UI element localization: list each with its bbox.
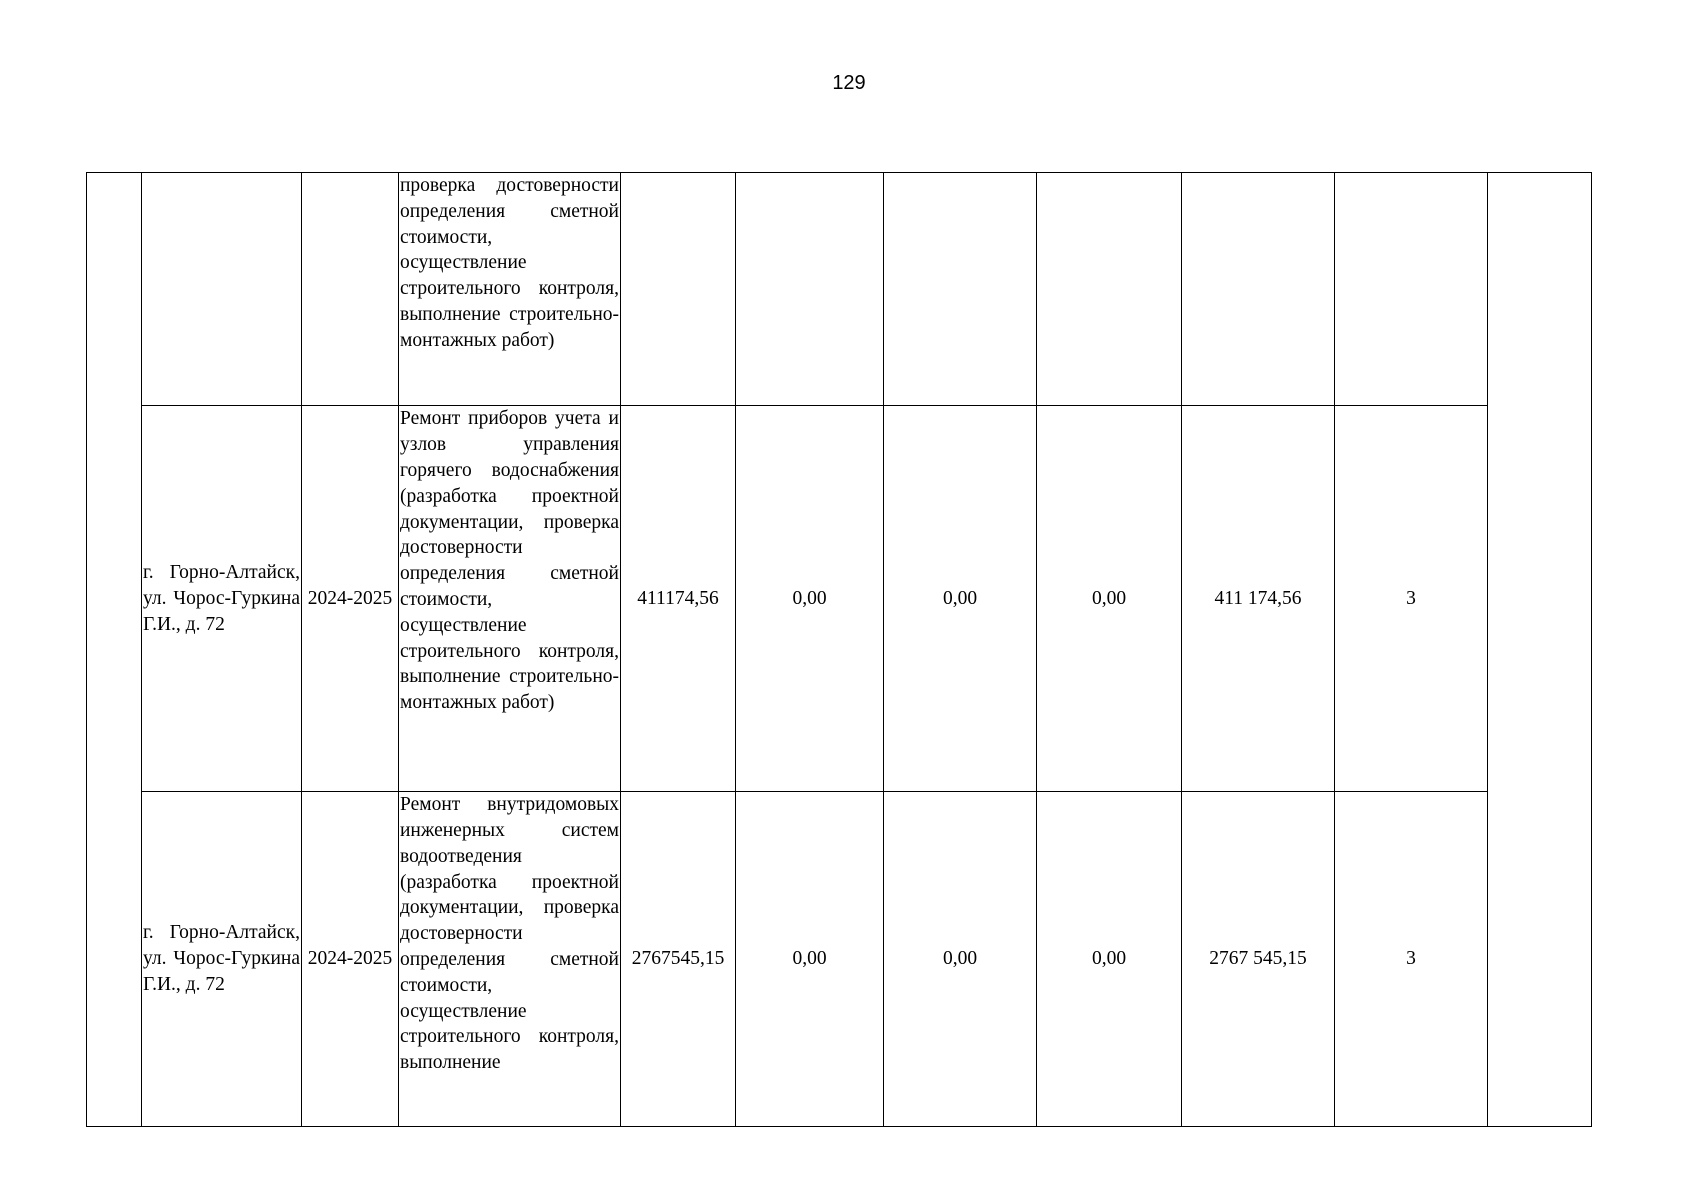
works-table	[86, 172, 1592, 1127]
index-cell	[87, 173, 142, 1127]
value-cell-3	[1037, 173, 1182, 406]
value-cell-4: 2767 545,15	[1182, 792, 1335, 1127]
description-cell: Ремонт внутридомовых инженерных систем водоотведения (разработка проектной документации, проверка достоверности определения сметной стоимости, осуществление строительного контроля, выполнение	[399, 792, 621, 1127]
value-cell-2: 0,00	[884, 792, 1037, 1127]
count-cell	[1335, 173, 1488, 406]
table-row	[87, 406, 1592, 792]
page-number: 129	[832, 72, 866, 94]
value-cell-4: 411 174,56	[1182, 406, 1335, 792]
description-cell: Ремонт приборов учета и узлов управления горячего водоснабжения (разработка проектной документации, проверка достоверности определения сметной стоимости, осуществление строительного контроля, выполнение строительно-монтажных работ)	[399, 406, 621, 792]
note-cell	[1488, 173, 1592, 1127]
description-cell: проверка достоверности определения сметной стоимости, осуществление строительного контроля, выполнение строительно-монтажных работ)	[399, 173, 621, 406]
years-cell: 2024-2025	[302, 792, 399, 1127]
value-cell-2	[884, 173, 1037, 406]
count-cell: 3	[1335, 792, 1488, 1127]
years-cell: 2024-2025	[302, 406, 399, 792]
table-row	[87, 792, 1592, 1127]
value-cell-3: 0,00	[1037, 792, 1182, 1127]
value-cell-3: 0,00	[1037, 406, 1182, 792]
table-row	[87, 173, 1592, 406]
value-cell-1	[736, 173, 884, 406]
years-cell	[302, 173, 399, 406]
address-cell: г. Горно-Алтайск, ул. Чорос-Гуркина Г.И., д. 72	[142, 792, 302, 1127]
total-cost-cell: 2767545,15	[621, 792, 736, 1127]
value-cell-1: 0,00	[736, 792, 884, 1127]
total-cost-cell: 411174,56	[621, 406, 736, 792]
count-cell: 3	[1335, 406, 1488, 792]
address-cell	[142, 173, 302, 406]
value-cell-4	[1182, 173, 1335, 406]
value-cell-2: 0,00	[884, 406, 1037, 792]
address-cell: г. Горно-Алтайск, ул. Чорос-Гуркина Г.И., д. 72	[142, 406, 302, 792]
total-cost-cell	[621, 173, 736, 406]
value-cell-1: 0,00	[736, 406, 884, 792]
